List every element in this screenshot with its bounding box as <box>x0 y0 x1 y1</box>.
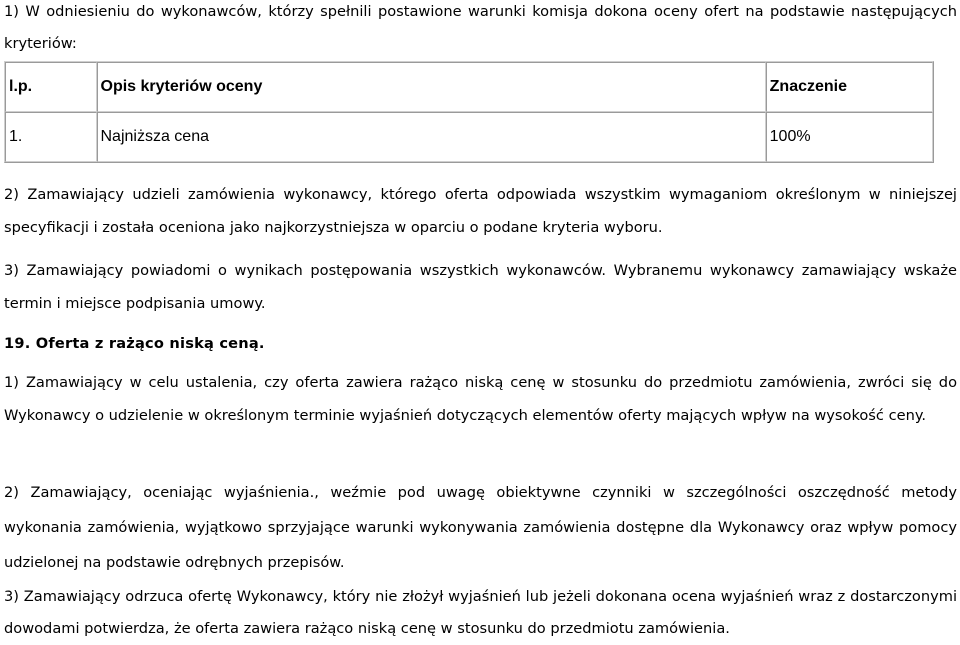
section-paragraph-3: 3) Zamawiający odrzuca ofertę Wykonawcy, który nie złożył wyjaśnień lub jeżeli dokonana ocena wyjaśnień wraz z dostarczonymi dowodami potwierdza, że oferta zawiera rażąco niską cenę w stosunku do przedmiotu zamówienia. <box>4 588 957 637</box>
header-description: Opis kryteriów oceny <box>97 62 766 112</box>
cell-description: Najniższa cena <box>97 112 766 162</box>
header-lp: l.p. <box>5 62 97 112</box>
section-heading: 19. Oferta z rażąco niską ceną. <box>4 335 265 352</box>
cell-lp: 1. <box>5 112 97 162</box>
paragraph-3: 3) Zamawiający powiadomi o wynikach postępowania wszystkich wykonawców. Wybranemu wykonawcy zamawiający wskaże termin i miejsce podpisania umowy. <box>4 262 957 312</box>
intro-paragraph: 1) W odniesieniu do wykonawców, którzy spełnili postawione warunki komisja dokona oceny ofert na podstawie następujących kryteriów: <box>4 3 957 52</box>
paragraph-2: 2) Zamawiający udzieli zamówienia wykonawcy, którego oferta odpowiada wszystkim wymaganiom określonym w niniejszej specyfikacji i została oceniona jako najkorzystniejsza w oparciu o podane kryteria wyboru. <box>4 186 957 236</box>
criteria-table <box>4 61 934 163</box>
header-weight: Znaczenie <box>766 62 933 112</box>
cell-weight: 100% <box>766 112 933 162</box>
table-header-row <box>5 62 933 112</box>
section-paragraph-1: 1) Zamawiający w celu ustalenia, czy oferta zawiera rażąco niską cenę w stosunku do przedmiotu zamówienia, zwróci się do Wykonawcy o udzielenie w określonym terminie wyjaśnień dotyczących elementów oferty mających wpływ na wysokość ceny. <box>4 374 957 424</box>
section-paragraph-2: 2) Zamawiający, oceniając wyjaśnienia., weźmie pod uwagę obiektywne czynniki w szczególności oszczędność metody wykonania zamówienia, wyjątkowo sprzyjające warunki wykonywania zamówienia dostępne dla Wykonawcy oraz wpływ pomocy udzielonej na podstawie odrębnych przepisów. <box>4 484 957 571</box>
table-row <box>5 112 933 162</box>
